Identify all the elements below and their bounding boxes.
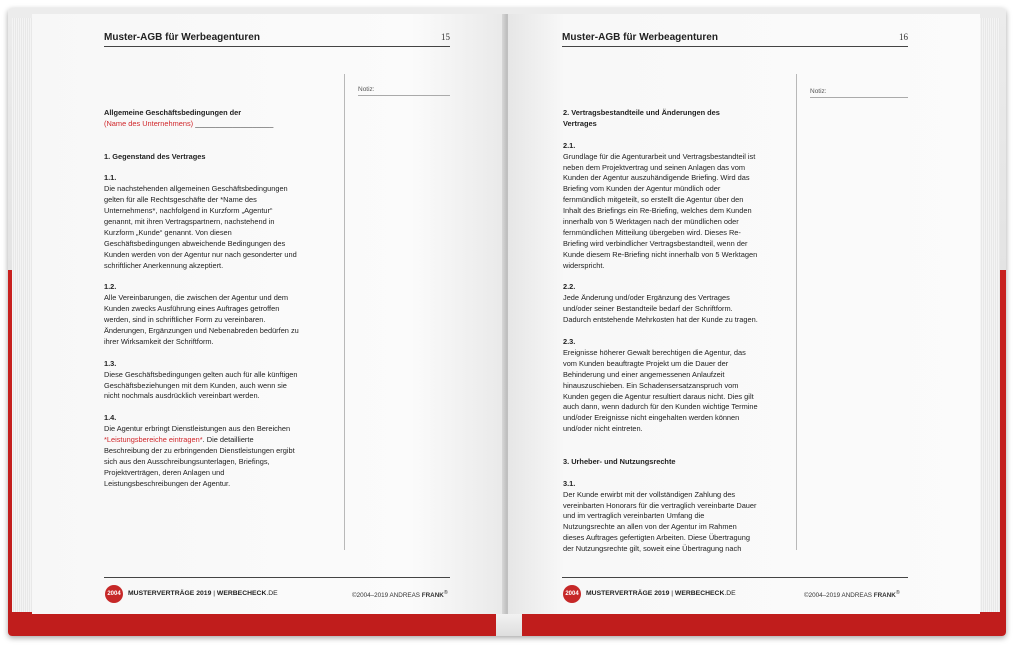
text-line: und im vertraglich vereinbarten Umfang die	[563, 511, 705, 521]
clause-3-1-number: 3.1.	[563, 478, 576, 488]
clause-1-4-after-placeholder: . Die detaillierte	[202, 435, 254, 445]
brand-separator: |	[211, 590, 217, 597]
clause-2-1-number: 2.1.	[563, 140, 576, 150]
right-notes-divider	[796, 74, 797, 550]
right-notiz-line	[810, 97, 908, 98]
registered-mark: ®	[443, 590, 448, 596]
section-2-heading-line-2: Vertrages	[563, 118, 597, 128]
brand-name: MUSTERVERTRÄGE 2019	[128, 590, 212, 597]
text-line: Briefing wird verbindlicher Vertragsbestandteil, wenn der	[563, 238, 748, 248]
text-line: sich aus den Ausschreibungsunterlagen, Briefings,	[104, 456, 270, 466]
right-footer-brand	[586, 590, 736, 597]
text-line: Kunden zwecks Ausführung eines Auftrages getroffen	[104, 304, 280, 314]
text-line: Inhalt des Briefings ein Re-Briefing, welches dem Kunden	[563, 206, 752, 216]
intro-title: Allgemeine Geschäftsbedingungen der	[104, 108, 242, 117]
text-line: und/oder Ereignisse nicht eingehalten werden können	[563, 413, 740, 423]
service-areas-placeholder: *Leistungsbereiche eintragen*	[104, 435, 203, 445]
text-line: Kunden der Agentur auszuhändigende Briefing. Wird das	[563, 173, 750, 183]
copyright-author: FRANK	[873, 592, 896, 600]
text-line: Leistungsbeschreibungen der Agentur.	[104, 478, 231, 488]
clause-2-2-number: 2.2.	[563, 282, 576, 292]
brand-site-tld: .DE	[724, 590, 736, 597]
text-line: gelten für alle Rechtsgeschäfte der *Name des	[104, 195, 257, 205]
text-line: Kunde diesem Re-Briefing nicht innerhalb von 5 Werktagen	[563, 249, 758, 259]
text-line: Jede Änderung und/oder Ergänzung des Vertrages	[563, 293, 730, 303]
page-edges-right	[978, 18, 1000, 612]
clause-3-1-text	[563, 490, 795, 555]
right-page-number: 16	[899, 32, 908, 42]
text-line: Geschäftsbedingungen abweichende Bedingungen des	[104, 238, 286, 248]
text-line: schriftlicher Anerkennung akzeptiert.	[104, 260, 224, 270]
left-seal-logo: 2004	[105, 585, 123, 603]
left-notiz-label: Notiz:	[358, 86, 375, 93]
text-line: und/oder nicht eintreten.	[563, 424, 643, 434]
text-line: und/oder seiner Bestandteile bedarf der Schriftform.	[563, 304, 733, 314]
text-line: Alle Vereinbarungen, die zwischen der Agentur und dem	[104, 293, 289, 303]
text-line: dieses Auftrages gefertigten Arbeiten. Diese Übertragung	[563, 533, 750, 543]
text-line: neben dem Projektvertrag und seinen Anlagen das vom	[563, 162, 746, 172]
right-header-title: Muster-AGB für Werbeagenturen	[562, 32, 718, 43]
text-line: hinauszuschieben. Ein Schadensersatzanspruch vom	[563, 380, 739, 390]
text-line: Änderungen, Ergänzungen und Nebenabreden bedürfen zu	[104, 326, 299, 336]
left-header-title: Muster-AGB für Werbeagenturen	[104, 32, 260, 43]
text-line: Kunden gegen die Agentur resultiert daraus nicht. Dies gilt	[563, 391, 754, 401]
copyright-text: ©2004–2019 ANDREAS	[352, 592, 422, 600]
text-line: Projektverträgen, deren Anlagen und	[104, 467, 225, 477]
intro-line	[104, 119, 340, 130]
text-line: Unternehmens*, nachfolgend in Kurzform „Agentur“	[104, 206, 273, 216]
text-line: widerspricht.	[563, 260, 605, 270]
left-notes-divider	[344, 74, 345, 550]
clause-2-2-text	[563, 293, 795, 326]
brand-separator: |	[669, 590, 675, 597]
text-line: Geschäftsbeziehungen mit dem Kunden, auch wenn sie	[104, 380, 287, 390]
text-line: Grundlage für die Agenturarbeit und Vertragsbestandteil ist	[563, 151, 756, 161]
left-header-rule	[104, 46, 450, 47]
text-line: werden, sind in schriftlicher Form zu vereinbaren.	[104, 315, 266, 325]
right-notiz-label: Notiz:	[810, 88, 827, 95]
right-seal-logo: 2004	[563, 585, 581, 603]
section-1-heading: 1. Gegenstand des Vertrages	[104, 151, 206, 161]
text-line: Kurzform „Kunde“ genannt. Von diesen	[104, 227, 232, 237]
text-line: vom Kunden beauftragte Projekt um die Dauer der	[563, 358, 729, 368]
registered-mark: ®	[895, 590, 900, 596]
text-line: Der Kunde erwirbt mit der vollständigen Zahlung des	[563, 489, 736, 499]
text-line: der Nutzungsrechte gilt, soweit eine Übertragung nach	[563, 544, 742, 554]
clause-2-3-number: 2.3.	[563, 336, 576, 346]
right-footer-rule	[562, 577, 908, 578]
left-notiz-line	[358, 95, 450, 96]
text-line: Behinderung und einer angemessenen Anlaufzeit	[563, 369, 725, 379]
clause-1-4-line-1: Die Agentur erbringt Dienstleistungen aus den Bereichen	[104, 424, 291, 434]
clause-1-4-number: 1.4.	[104, 413, 117, 423]
text-line: Dadurch entstehende Mehrkosten hat der Kunde zu tragen.	[563, 315, 758, 325]
text-line: Die nachstehenden allgemeinen Geschäftsbedingungen	[104, 184, 288, 194]
brand-site-tld: .DE	[266, 590, 278, 597]
text-line: innerhalb von 5 Werktagen nach der mündlichen oder	[563, 217, 739, 227]
clause-2-1-text	[563, 152, 795, 272]
text-line: Beschreibung der zu erbringenden Dienstleistungen ergibt	[104, 446, 295, 455]
left-footer-brand	[128, 590, 278, 597]
section-2-heading-line-1: 2. Vertragsbestandteile und Änderungen des	[563, 108, 720, 117]
company-name-blank: ___________________	[195, 118, 274, 128]
left-footer-rule	[104, 577, 450, 578]
clause-1-1-text	[104, 184, 340, 271]
left-footer-copyright	[352, 590, 448, 599]
text-line: Nutzungsrechte an allen von der Agentur im Rahmen	[563, 522, 737, 532]
text-line: Ereignisse höherer Gewalt berechtigen die Agentur, das	[563, 347, 746, 357]
brand-site: WERBECHECK	[674, 590, 725, 597]
text-line: nicht nochmals ausdrücklich vereinbart werden.	[104, 391, 260, 401]
clause-1-1-number: 1.1.	[104, 173, 117, 183]
text-line: ihrer Wirksamkeit der Schriftform.	[104, 336, 214, 346]
brand-name: MUSTERVERTRÄGE 2019	[586, 590, 670, 597]
brand-site: WERBECHECK	[216, 590, 267, 597]
text-line: vereinbarten Honorars für die vertraglich vereinbarte Dauer	[563, 500, 757, 510]
right-header-rule	[562, 46, 908, 47]
text-line: fernmündlich mitgeteilt, so erstellt die Agentur über den	[563, 195, 744, 205]
clause-1-3-text	[104, 370, 340, 403]
text-line: auch dann, wenn dadurch für den Kunden wichtige Termine	[563, 402, 758, 412]
company-name-placeholder: (Name des Unternehmens)	[104, 118, 194, 128]
text-line: genannt, mit ihren Vertragspartnern, nachstehend in	[104, 217, 275, 227]
text-line: fernmündlichen Mitteilung übergeben wird. Dieses Re-	[563, 227, 741, 237]
right-footer-copyright	[804, 590, 900, 599]
clause-2-3-text	[563, 348, 795, 435]
text-line: Briefing vom Kunden der Agentur mündlich oder	[563, 184, 721, 194]
clause-1-4-text	[104, 446, 340, 490]
right-body-text	[563, 108, 795, 555]
left-body-text	[104, 108, 340, 490]
copyright-author: FRANK	[421, 592, 444, 600]
page-edges-left	[12, 18, 34, 612]
clause-1-2-text	[104, 293, 340, 348]
left-page-number: 15	[441, 32, 450, 42]
section-3-heading: 3. Urheber- und Nutzungsrechte	[563, 456, 676, 466]
clause-1-4-line-2	[104, 435, 340, 446]
bottom-spine-fold	[496, 614, 522, 636]
text-line: Kunden werden von der Agentur nur nach gesonderter und	[104, 249, 297, 259]
clause-1-2-number: 1.2.	[104, 282, 117, 292]
clause-1-3-number: 1.3.	[104, 358, 117, 368]
text-line: Diese Geschäftsbedingungen gelten auch für alle künftigen	[104, 369, 298, 379]
copyright-text: ©2004–2019 ANDREAS	[804, 592, 874, 600]
